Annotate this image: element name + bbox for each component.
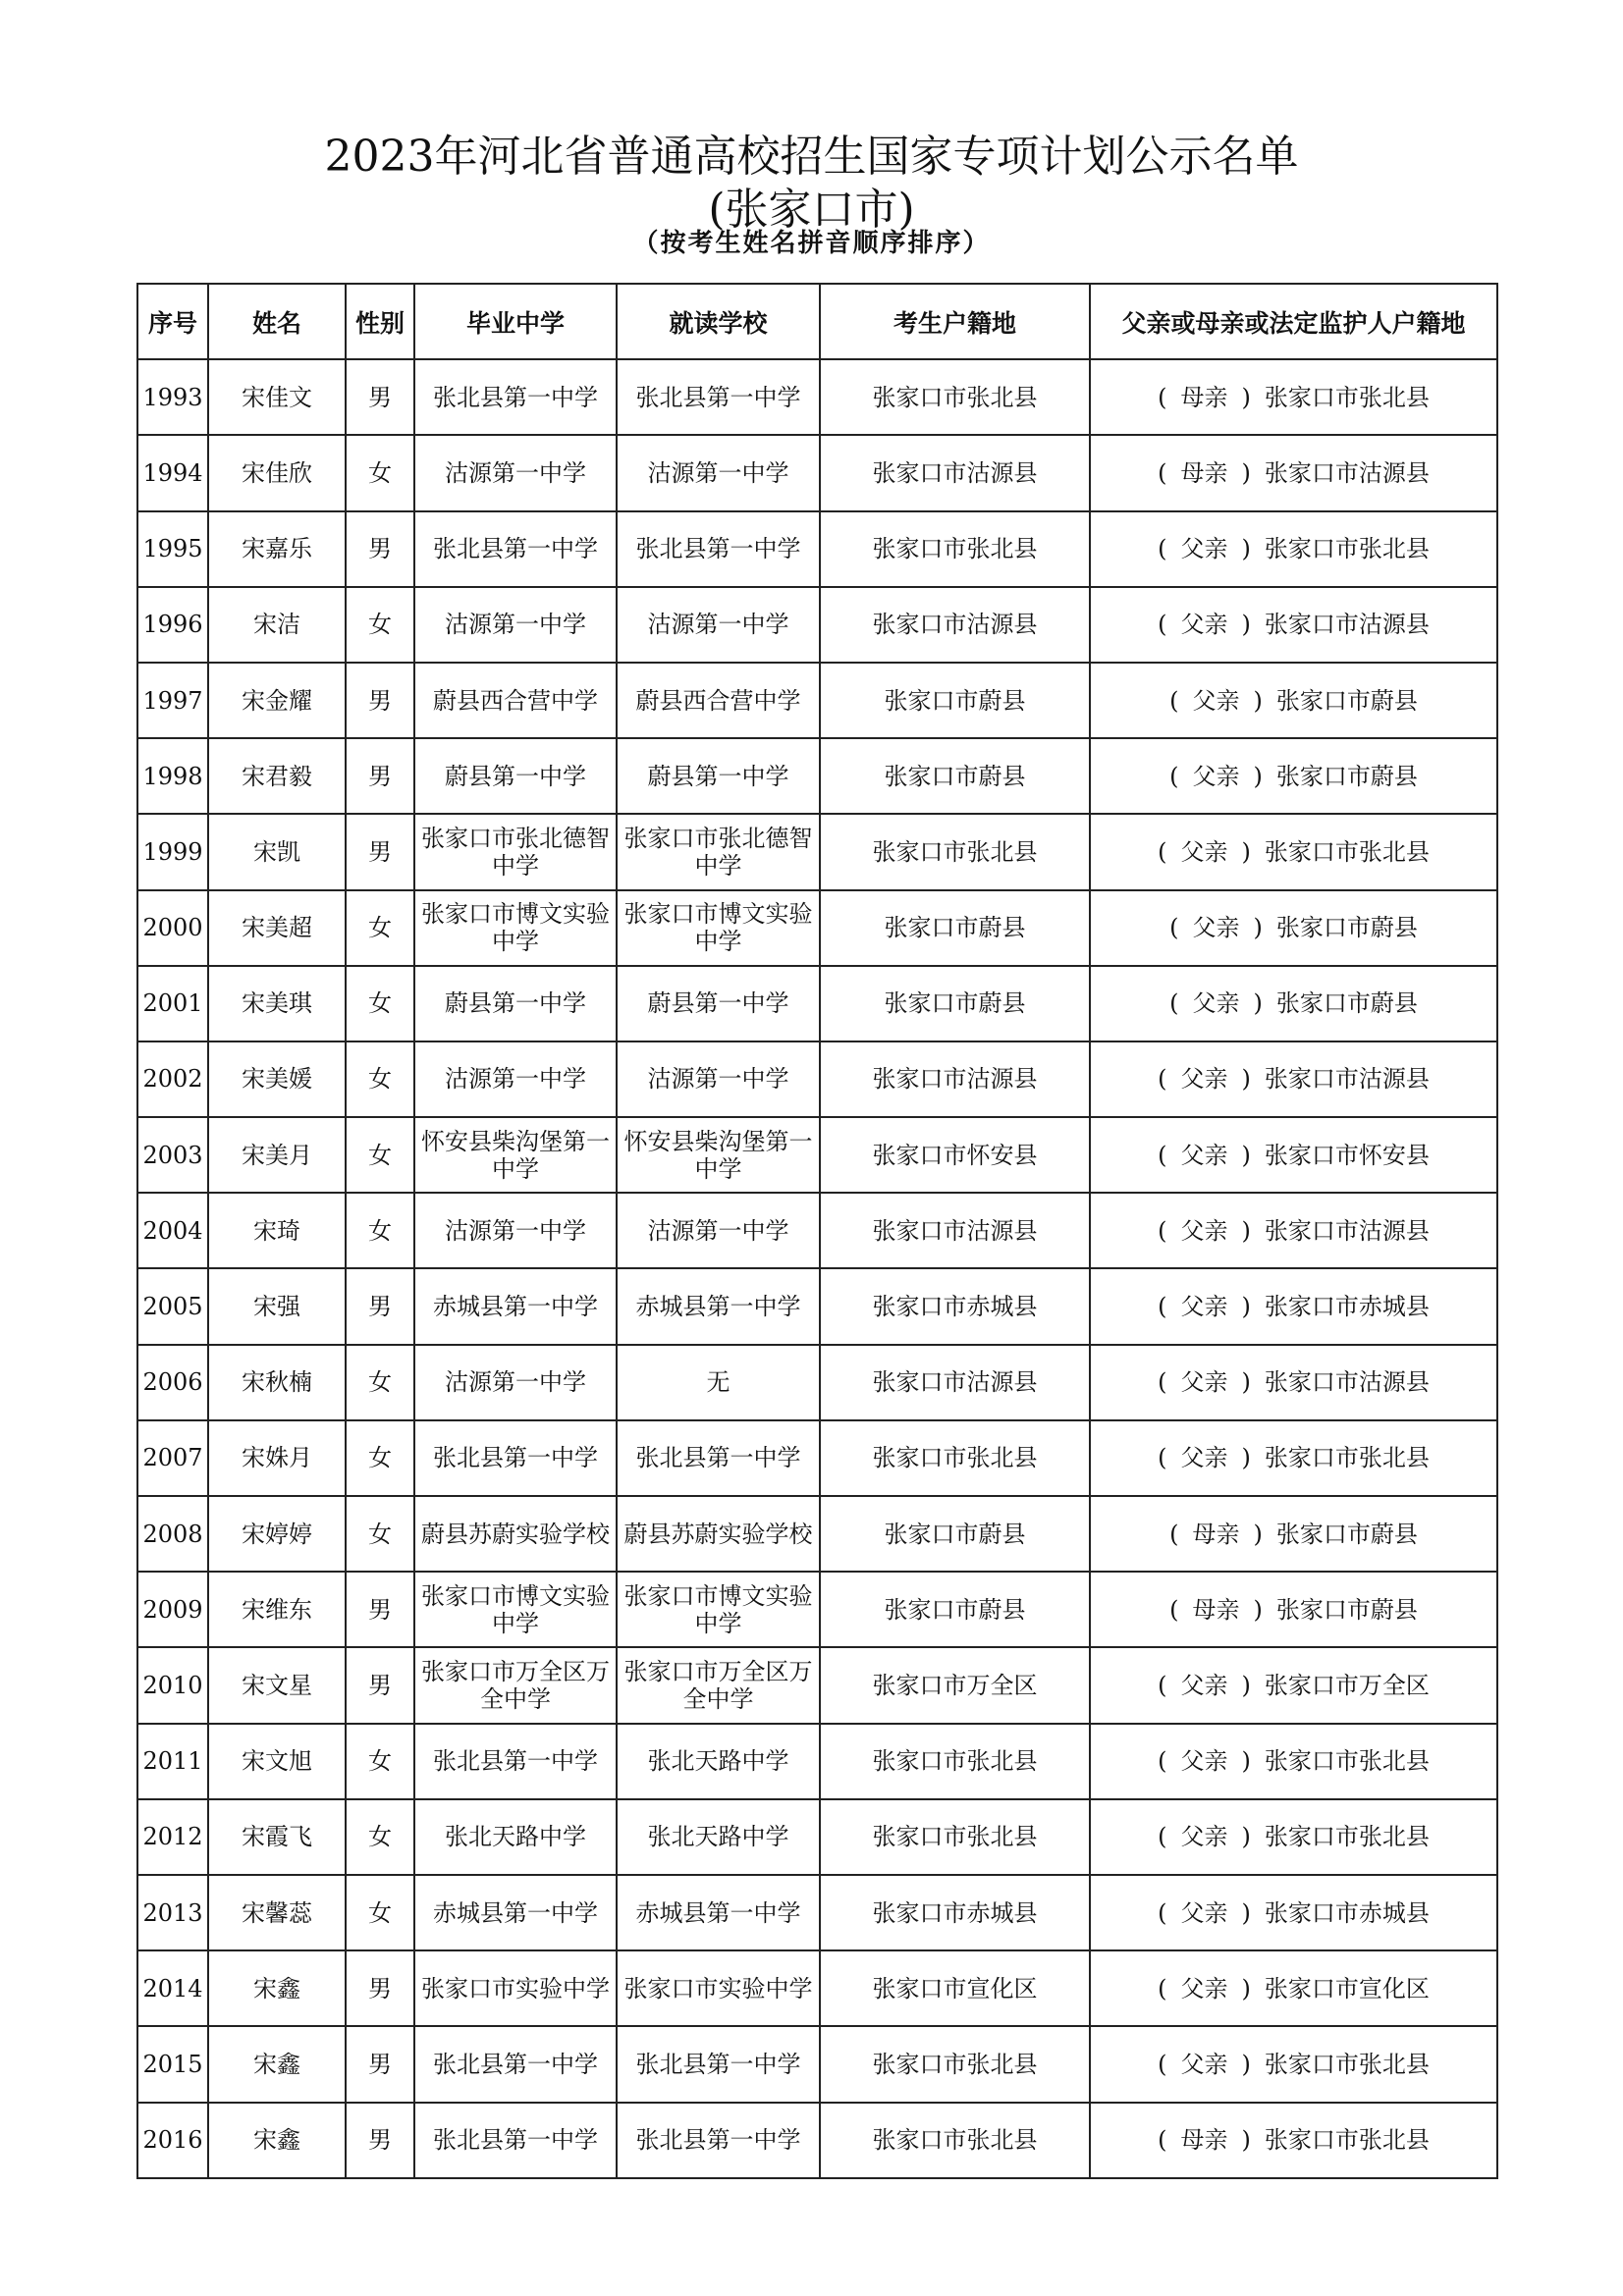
guardian-residence: 张家口市张北县 <box>1264 1444 1430 1472</box>
cell-grad-school: 张北天路中学 <box>414 1799 617 1875</box>
cell-no: 1997 <box>137 663 208 738</box>
cell-name: 宋嘉乐 <box>208 511 346 587</box>
cell-residence: 张家口市蔚县 <box>820 966 1090 1041</box>
cell-gender: 女 <box>346 1799 414 1875</box>
cell-name: 宋美琪 <box>208 966 346 1041</box>
cell-gender: 男 <box>346 1268 414 1344</box>
table-row <box>137 1875 1497 1950</box>
cell-residence: 张家口市张北县 <box>820 814 1090 889</box>
cell-current-school: 张家口市实验中学 <box>617 1950 820 2026</box>
cell-no: 2016 <box>137 2103 208 2178</box>
cell-grad-school: 张北县第一中学 <box>414 359 617 435</box>
cell-gender: 男 <box>346 511 414 587</box>
cell-guardian-residence: ( 父亲 ) 张家口市张北县 <box>1090 2026 1497 2102</box>
table-row <box>137 738 1497 814</box>
col-header-name: 姓名 <box>208 284 346 359</box>
cell-grad-school: 沽源第一中学 <box>414 1193 617 1268</box>
cell-grad-school: 赤城县第一中学 <box>414 1268 617 1344</box>
cell-grad-school: 张家口市张北德智中学 <box>414 814 617 889</box>
cell-gender: 男 <box>346 1572 414 1647</box>
cell-residence: 张家口市张北县 <box>820 2103 1090 2178</box>
cell-guardian-residence: ( 父亲 ) 张家口市蔚县 <box>1090 890 1497 966</box>
cell-guardian-residence: ( 父亲 ) 张家口市张北县 <box>1090 1420 1497 1496</box>
cell-gender: 男 <box>346 2103 414 2178</box>
cell-no: 2014 <box>137 1950 208 2026</box>
cell-grad-school: 张北县第一中学 <box>414 1420 617 1496</box>
cell-name: 宋馨蕊 <box>208 1875 346 1950</box>
guardian-relation: 父亲 <box>1180 1444 1228 1472</box>
cell-current-school: 无 <box>617 1345 820 1420</box>
cell-current-school: 沽源第一中学 <box>617 1193 820 1268</box>
cell-residence: 张家口市沽源县 <box>820 1345 1090 1420</box>
cell-gender: 女 <box>346 1193 414 1268</box>
cell-name: 宋金耀 <box>208 663 346 738</box>
cell-current-school: 沽源第一中学 <box>617 435 820 510</box>
col-header-gender: 性别 <box>346 284 414 359</box>
cell-guardian-residence: ( 母亲 ) 张家口市张北县 <box>1090 359 1497 435</box>
table-row <box>137 1647 1497 1723</box>
guardian-relation: 父亲 <box>1180 1671 1228 1699</box>
cell-no: 2004 <box>137 1193 208 1268</box>
cell-residence: 张家口市张北县 <box>820 359 1090 435</box>
cell-residence: 张家口市沽源县 <box>820 1041 1090 1117</box>
cell-no: 1999 <box>137 814 208 889</box>
cell-grad-school: 沽源第一中学 <box>414 1041 617 1117</box>
guardian-relation: 父亲 <box>1192 762 1240 790</box>
guardian-residence: 张家口市蔚县 <box>1275 762 1418 790</box>
cell-grad-school: 张家口市博文实验中学 <box>414 890 617 966</box>
cell-guardian-residence: ( 父亲 ) 张家口市赤城县 <box>1090 1268 1497 1344</box>
cell-no: 1994 <box>137 435 208 510</box>
guardian-residence: 张家口市蔚县 <box>1275 1520 1418 1548</box>
table-row <box>137 1345 1497 1420</box>
guardian-residence: 张家口市赤城县 <box>1264 1293 1430 1321</box>
guardian-residence: 张家口市赤城县 <box>1264 1898 1430 1927</box>
table-row <box>137 1268 1497 1344</box>
cell-no: 2015 <box>137 2026 208 2102</box>
guardian-residence: 张家口市张北县 <box>1264 1747 1430 1776</box>
guardian-relation: 父亲 <box>1180 535 1228 563</box>
cell-name: 宋美超 <box>208 890 346 966</box>
guardian-residence: 张家口市张北县 <box>1264 535 1430 563</box>
cell-guardian-residence: ( 父亲 ) 张家口市沽源县 <box>1090 587 1497 663</box>
cell-residence: 张家口市沽源县 <box>820 435 1090 510</box>
table-row <box>137 587 1497 663</box>
cell-no: 1998 <box>137 738 208 814</box>
cell-no: 2003 <box>137 1117 208 1193</box>
cell-current-school: 张北县第一中学 <box>617 2026 820 2102</box>
col-header-grad-school: 毕业中学 <box>414 284 617 359</box>
cell-residence: 张家口市赤城县 <box>820 1268 1090 1344</box>
cell-gender: 女 <box>346 435 414 510</box>
cell-gender: 男 <box>346 2026 414 2102</box>
cell-name: 宋洁 <box>208 587 346 663</box>
guardian-residence: 张家口市张北县 <box>1264 2126 1430 2155</box>
guardian-relation: 父亲 <box>1180 611 1228 639</box>
cell-name: 宋美媛 <box>208 1041 346 1117</box>
cell-no: 1993 <box>137 359 208 435</box>
guardian-residence: 张家口市怀安县 <box>1264 1141 1430 1169</box>
cell-guardian-residence: ( 母亲 ) 张家口市沽源县 <box>1090 435 1497 510</box>
cell-grad-school: 赤城县第一中学 <box>414 1875 617 1950</box>
cell-name: 宋佳欣 <box>208 435 346 510</box>
cell-residence: 张家口市蔚县 <box>820 1572 1090 1647</box>
guardian-relation: 父亲 <box>1180 1141 1228 1169</box>
cell-no: 2007 <box>137 1420 208 1496</box>
cell-gender: 女 <box>346 1875 414 1950</box>
cell-grad-school: 张北县第一中学 <box>414 1724 617 1799</box>
cell-residence: 张家口市宣化区 <box>820 1950 1090 2026</box>
cell-grad-school: 张北县第一中学 <box>414 2103 617 2178</box>
cell-current-school: 蔚县第一中学 <box>617 966 820 1041</box>
cell-grad-school: 沽源第一中学 <box>414 435 617 510</box>
cell-grad-school: 沽源第一中学 <box>414 587 617 663</box>
guardian-residence: 张家口市宣化区 <box>1264 1974 1430 2002</box>
table-row <box>137 359 1497 435</box>
cell-gender: 男 <box>346 1647 414 1723</box>
guardian-residence: 张家口市万全区 <box>1264 1671 1430 1699</box>
cell-name: 宋姝月 <box>208 1420 346 1496</box>
table-row <box>137 890 1497 966</box>
cell-no: 1995 <box>137 511 208 587</box>
guardian-residence: 张家口市张北县 <box>1264 1823 1430 1851</box>
cell-current-school: 张家口市张北德智中学 <box>617 814 820 889</box>
table-row <box>137 814 1497 889</box>
table-row <box>137 966 1497 1041</box>
cell-no: 2001 <box>137 966 208 1041</box>
cell-residence: 张家口市万全区 <box>820 1647 1090 1723</box>
guardian-residence: 张家口市沽源县 <box>1264 1065 1430 1094</box>
cell-residence: 张家口市蔚县 <box>820 890 1090 966</box>
cell-name: 宋文旭 <box>208 1724 346 1799</box>
cell-current-school: 赤城县第一中学 <box>617 1875 820 1950</box>
col-header-guardian-residence: 父亲或母亲或法定监护人户籍地 <box>1090 284 1497 359</box>
cell-name: 宋秋楠 <box>208 1345 346 1420</box>
cell-no: 2011 <box>137 1724 208 1799</box>
cell-name: 宋君毅 <box>208 738 346 814</box>
table-row <box>137 1117 1497 1193</box>
guardian-relation: 父亲 <box>1180 1898 1228 1927</box>
guardian-relation: 父亲 <box>1180 837 1228 866</box>
guardian-relation: 父亲 <box>1180 1823 1228 1851</box>
guardian-relation: 父亲 <box>1180 2050 1228 2078</box>
cell-current-school: 怀安县柴沟堡第一中学 <box>617 1117 820 1193</box>
table-row <box>137 1724 1497 1799</box>
col-header-current-school: 就读学校 <box>617 284 820 359</box>
guardian-relation: 父亲 <box>1180 1974 1228 2002</box>
guardian-relation: 父亲 <box>1180 1293 1228 1321</box>
cell-guardian-residence: ( 父亲 ) 张家口市张北县 <box>1090 1799 1497 1875</box>
cell-current-school: 张北县第一中学 <box>617 1420 820 1496</box>
cell-no: 2002 <box>137 1041 208 1117</box>
cell-grad-school: 沽源第一中学 <box>414 1345 617 1420</box>
roster-table <box>136 283 1498 2179</box>
cell-guardian-residence: ( 父亲 ) 张家口市蔚县 <box>1090 738 1497 814</box>
table-row <box>137 1193 1497 1268</box>
cell-no: 2009 <box>137 1572 208 1647</box>
cell-current-school: 沽源第一中学 <box>617 587 820 663</box>
cell-gender: 女 <box>346 890 414 966</box>
guardian-relation: 父亲 <box>1192 686 1240 715</box>
cell-gender: 女 <box>346 1345 414 1420</box>
cell-grad-school: 张家口市万全区万全中学 <box>414 1647 617 1723</box>
cell-residence: 张家口市赤城县 <box>820 1875 1090 1950</box>
table-row <box>137 1799 1497 1875</box>
cell-gender: 女 <box>346 1117 414 1193</box>
cell-guardian-residence: ( 父亲 ) 张家口市宣化区 <box>1090 1950 1497 2026</box>
page-subtitle: (张家口市) <box>708 185 915 235</box>
cell-current-school: 张北天路中学 <box>617 1724 820 1799</box>
cell-guardian-residence: ( 父亲 ) 张家口市张北县 <box>1090 511 1497 587</box>
cell-no: 2012 <box>137 1799 208 1875</box>
cell-current-school: 张北县第一中学 <box>617 2103 820 2178</box>
table-row <box>137 1950 1497 2026</box>
cell-residence: 张家口市怀安县 <box>820 1117 1090 1193</box>
cell-guardian-residence: ( 父亲 ) 张家口市万全区 <box>1090 1647 1497 1723</box>
cell-current-school: 张北天路中学 <box>617 1799 820 1875</box>
cell-name: 宋佳文 <box>208 359 346 435</box>
cell-name: 宋凯 <box>208 814 346 889</box>
cell-grad-school: 张北县第一中学 <box>414 511 617 587</box>
cell-current-school: 赤城县第一中学 <box>617 1268 820 1344</box>
cell-name: 宋鑫 <box>208 1950 346 2026</box>
cell-name: 宋美月 <box>208 1117 346 1193</box>
guardian-relation: 父亲 <box>1180 1065 1228 1094</box>
cell-no: 1996 <box>137 587 208 663</box>
cell-grad-school: 蔚县第一中学 <box>414 738 617 814</box>
cell-current-school: 张家口市博文实验中学 <box>617 890 820 966</box>
cell-gender: 男 <box>346 663 414 738</box>
cell-current-school: 张北县第一中学 <box>617 511 820 587</box>
table-body <box>137 359 1497 2178</box>
cell-no: 2010 <box>137 1647 208 1723</box>
cell-grad-school: 蔚县苏蔚实验学校 <box>414 1496 617 1572</box>
cell-guardian-residence: ( 母亲 ) 张家口市张北县 <box>1090 2103 1497 2178</box>
guardian-relation: 母亲 <box>1180 2126 1228 2155</box>
cell-gender: 女 <box>346 1496 414 1572</box>
cell-grad-school: 张北县第一中学 <box>414 2026 617 2102</box>
cell-name: 宋维东 <box>208 1572 346 1647</box>
cell-guardian-residence: ( 父亲 ) 张家口市怀安县 <box>1090 1117 1497 1193</box>
cell-guardian-residence: ( 父亲 ) 张家口市蔚县 <box>1090 663 1497 738</box>
cell-residence: 张家口市张北县 <box>820 2026 1090 2102</box>
cell-no: 2008 <box>137 1496 208 1572</box>
guardian-relation: 父亲 <box>1180 1747 1228 1776</box>
cell-current-school: 蔚县苏蔚实验学校 <box>617 1496 820 1572</box>
guardian-relation: 母亲 <box>1192 1520 1240 1548</box>
cell-name: 宋鑫 <box>208 2103 346 2178</box>
cell-no: 2005 <box>137 1268 208 1344</box>
guardian-residence: 张家口市张北县 <box>1264 2050 1430 2078</box>
cell-grad-school: 怀安县柴沟堡第一中学 <box>414 1117 617 1193</box>
cell-name: 宋婷婷 <box>208 1496 346 1572</box>
table-row <box>137 2026 1497 2102</box>
cell-residence: 张家口市张北县 <box>820 511 1090 587</box>
table-row <box>137 1496 1497 1572</box>
cell-residence: 张家口市张北县 <box>820 1420 1090 1496</box>
cell-no: 2013 <box>137 1875 208 1950</box>
table-row <box>137 511 1497 587</box>
cell-current-school: 张家口市万全区万全中学 <box>617 1647 820 1723</box>
guardian-relation: 父亲 <box>1192 989 1240 1018</box>
cell-gender: 女 <box>346 1420 414 1496</box>
guardian-residence: 张家口市蔚县 <box>1275 1595 1418 1624</box>
cell-name: 宋琦 <box>208 1193 346 1268</box>
guardian-residence: 张家口市沽源县 <box>1264 611 1430 639</box>
cell-residence: 张家口市张北县 <box>820 1724 1090 1799</box>
guardian-relation: 父亲 <box>1180 1368 1228 1397</box>
sort-note: （按考生姓名拼音顺序排序） <box>632 229 991 258</box>
cell-current-school: 沽源第一中学 <box>617 1041 820 1117</box>
cell-residence: 张家口市蔚县 <box>820 663 1090 738</box>
cell-grad-school: 张家口市博文实验中学 <box>414 1572 617 1647</box>
guardian-residence: 张家口市张北县 <box>1264 837 1430 866</box>
cell-current-school: 张家口市博文实验中学 <box>617 1572 820 1647</box>
cell-name: 宋强 <box>208 1268 346 1344</box>
guardian-residence: 张家口市蔚县 <box>1275 989 1418 1018</box>
cell-residence: 张家口市张北县 <box>820 1799 1090 1875</box>
cell-gender: 女 <box>346 587 414 663</box>
guardian-residence: 张家口市蔚县 <box>1275 914 1418 942</box>
table-row <box>137 435 1497 510</box>
cell-gender: 男 <box>346 738 414 814</box>
table-header-row <box>137 284 1497 359</box>
cell-guardian-residence: ( 父亲 ) 张家口市沽源县 <box>1090 1345 1497 1420</box>
cell-residence: 张家口市沽源县 <box>820 587 1090 663</box>
cell-guardian-residence: ( 父亲 ) 张家口市沽源县 <box>1090 1193 1497 1268</box>
table-row <box>137 1420 1497 1496</box>
cell-grad-school: 蔚县西合营中学 <box>414 663 617 738</box>
table-row <box>137 2103 1497 2178</box>
cell-residence: 张家口市沽源县 <box>820 1193 1090 1268</box>
guardian-relation: 父亲 <box>1180 1216 1228 1245</box>
cell-guardian-residence: ( 父亲 ) 张家口市张北县 <box>1090 814 1497 889</box>
cell-current-school: 蔚县西合营中学 <box>617 663 820 738</box>
cell-guardian-residence: ( 母亲 ) 张家口市蔚县 <box>1090 1496 1497 1572</box>
col-header-no: 序号 <box>137 284 208 359</box>
cell-guardian-residence: ( 父亲 ) 张家口市沽源县 <box>1090 1041 1497 1117</box>
table-row <box>137 1572 1497 1647</box>
guardian-residence: 张家口市沽源县 <box>1264 1368 1430 1397</box>
cell-gender: 男 <box>346 359 414 435</box>
guardian-residence: 张家口市蔚县 <box>1275 686 1418 715</box>
cell-no: 2006 <box>137 1345 208 1420</box>
table-row <box>137 663 1497 738</box>
guardian-relation: 母亲 <box>1192 1595 1240 1624</box>
guardian-residence: 张家口市沽源县 <box>1264 458 1430 487</box>
table-row <box>137 1041 1497 1117</box>
page-title: 2023年河北省普通高校招生国家专项计划公示名单 <box>324 132 1299 182</box>
cell-grad-school: 蔚县第一中学 <box>414 966 617 1041</box>
cell-no: 2000 <box>137 890 208 966</box>
cell-gender: 女 <box>346 966 414 1041</box>
col-header-residence: 考生户籍地 <box>820 284 1090 359</box>
guardian-relation: 父亲 <box>1192 914 1240 942</box>
guardian-residence: 张家口市张北县 <box>1264 383 1430 411</box>
cell-residence: 张家口市蔚县 <box>820 738 1090 814</box>
guardian-relation: 母亲 <box>1180 383 1228 411</box>
cell-gender: 男 <box>346 814 414 889</box>
cell-guardian-residence: ( 父亲 ) 张家口市蔚县 <box>1090 966 1497 1041</box>
guardian-relation: 母亲 <box>1180 458 1228 487</box>
cell-name: 宋文星 <box>208 1647 346 1723</box>
cell-current-school: 张北县第一中学 <box>617 359 820 435</box>
cell-current-school: 蔚县第一中学 <box>617 738 820 814</box>
guardian-residence: 张家口市沽源县 <box>1264 1216 1430 1245</box>
cell-grad-school: 张家口市实验中学 <box>414 1950 617 2026</box>
cell-gender: 女 <box>346 1724 414 1799</box>
cell-residence: 张家口市蔚县 <box>820 1496 1090 1572</box>
cell-gender: 女 <box>346 1041 414 1117</box>
cell-gender: 男 <box>346 1950 414 2026</box>
cell-guardian-residence: ( 父亲 ) 张家口市张北县 <box>1090 1724 1497 1799</box>
cell-name: 宋霞飞 <box>208 1799 346 1875</box>
cell-guardian-residence: ( 母亲 ) 张家口市蔚县 <box>1090 1572 1497 1647</box>
cell-name: 宋鑫 <box>208 2026 346 2102</box>
cell-guardian-residence: ( 父亲 ) 张家口市赤城县 <box>1090 1875 1497 1950</box>
